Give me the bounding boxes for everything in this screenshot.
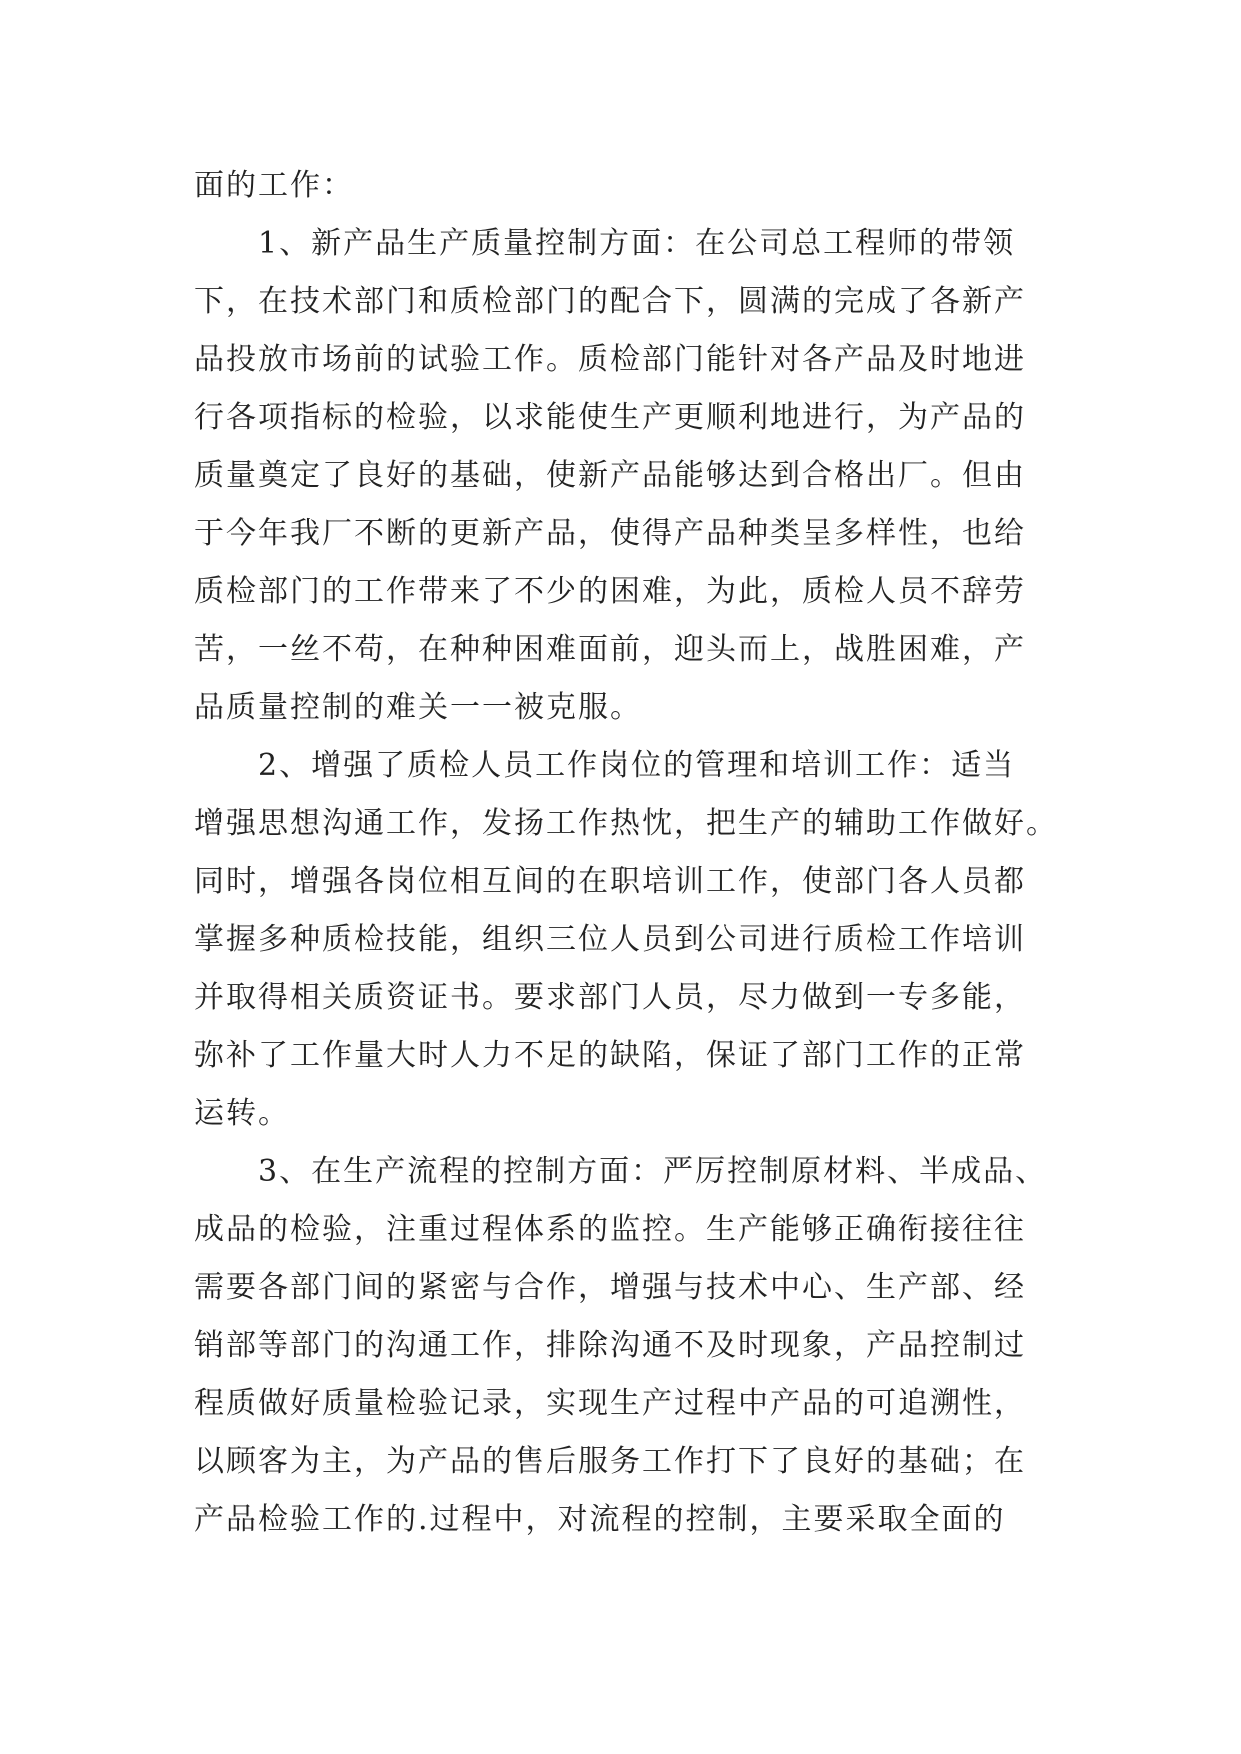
text-line: 质量奠定了良好的基础，使新产品能够达到合格出厂。但由 bbox=[194, 458, 1026, 493]
paragraph-2-first-line: 2、增强了质检人员工作岗位的管理和培训工作：适当 bbox=[258, 748, 1016, 783]
text-line: 苦，一丝不苟，在种种困难面前，迎头而上，战胜困难，产 bbox=[194, 632, 1026, 667]
text-line: 品投放市场前的试验工作。质检部门能针对各产品及时地进 bbox=[194, 342, 1026, 377]
text-line: 于今年我厂不断的更新产品，使得产品种类呈多样性，也给 bbox=[194, 516, 1026, 551]
text-line: 品质量控制的难关一一被克服。 bbox=[194, 690, 642, 725]
text-line: 销部等部门的沟通工作，排除沟通不及时现象，产品控制过 bbox=[194, 1328, 1026, 1363]
text-line: 成品的检验，注重过程体系的监控。生产能够正确衔接往往 bbox=[194, 1212, 1026, 1247]
text-line: 以顾客为主，为产品的售后服务工作打下了良好的基础；在 bbox=[194, 1444, 1026, 1479]
document-body bbox=[194, 157, 1074, 1549]
text-line: 行各项指标的检验，以求能使生产更顺利地进行，为产品的 bbox=[194, 400, 1026, 435]
text-line: 运转。 bbox=[194, 1096, 290, 1131]
text-line: 下，在技术部门和质检部门的配合下，圆满的完成了各新产 bbox=[194, 284, 1026, 319]
paragraph-1-first-line: 1、新产品生产质量控制方面：在公司总工程师的带领 bbox=[258, 226, 1016, 261]
text-line: 弥补了工作量大时人力不足的缺陷，保证了部门工作的正常 bbox=[194, 1038, 1026, 1073]
text-line: 同时，增强各岗位相互间的在职培训工作，使部门各人员都 bbox=[194, 864, 1026, 899]
text-line: 掌握多种质检技能，组织三位人员到公司进行质检工作培训 bbox=[194, 922, 1026, 957]
paragraph-3-first-line: 3、在生产流程的控制方面：严厉控制原材料、半成品、 bbox=[258, 1154, 1048, 1189]
text-line: 质检部门的工作带来了不少的困难，为此，质检人员不辞劳 bbox=[194, 574, 1026, 609]
text-line: 面的工作： bbox=[194, 168, 354, 203]
text-line: 产品检验工作的.过程中，对流程的控制，主要采取全面的 bbox=[194, 1502, 1006, 1537]
text-line: 程质做好质量检验记录，实现生产过程中产品的可追溯性， bbox=[194, 1386, 1026, 1421]
text-line: 增强思想沟通工作，发扬工作热忱，把生产的辅助工作做好。 bbox=[194, 806, 1058, 841]
text-line: 并取得相关质资证书。要求部门人员，尽力做到一专多能， bbox=[194, 980, 1026, 1015]
text-line: 需要各部门间的紧密与合作，增强与技术中心、生产部、经 bbox=[194, 1270, 1026, 1305]
